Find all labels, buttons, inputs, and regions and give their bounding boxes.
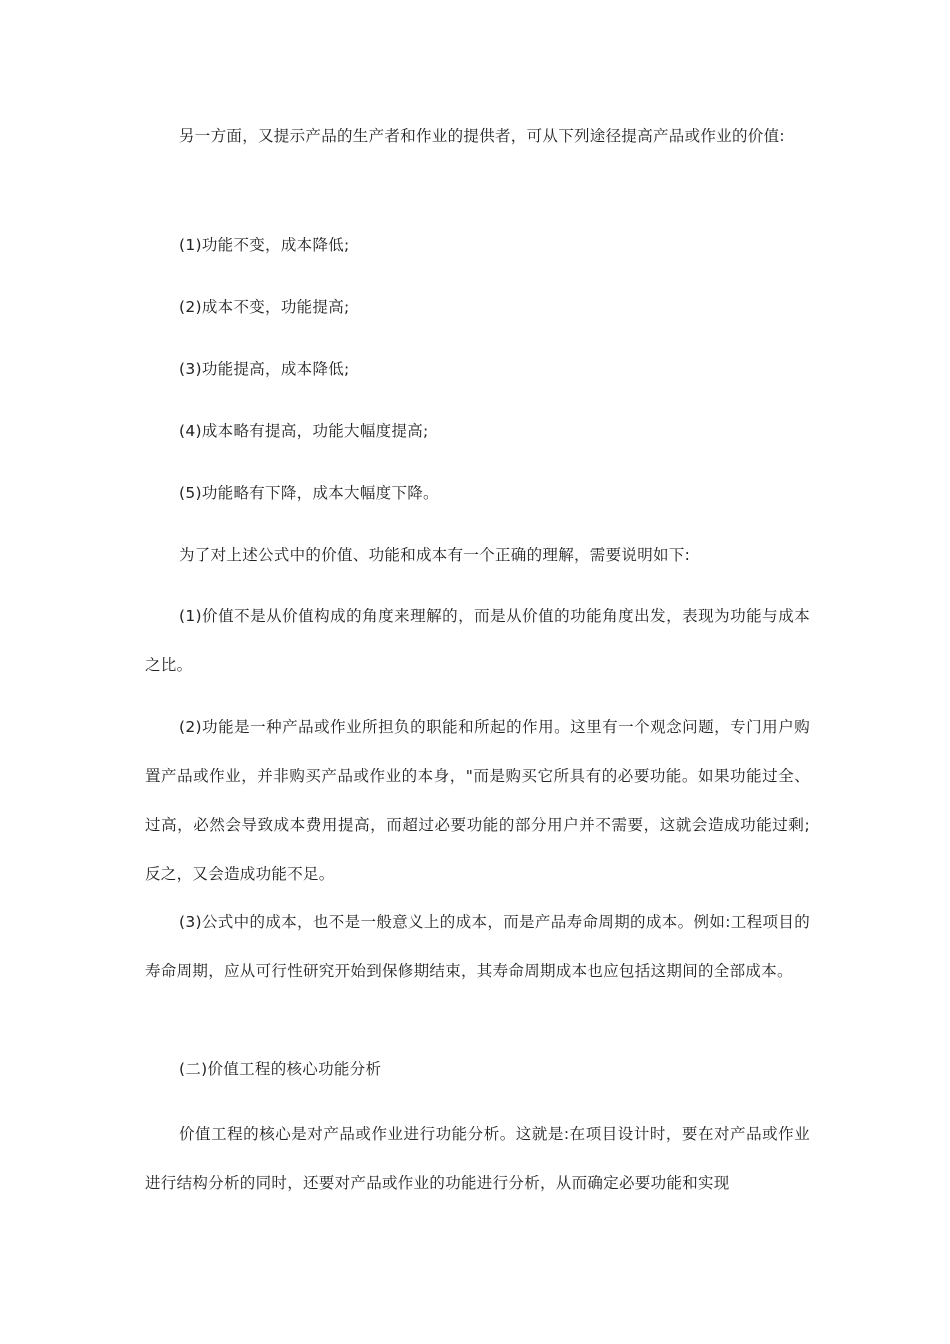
section-heading: (二)价值工程的核心功能分析: [179, 1060, 382, 1078]
way-item-2: (2)成本不变，功能提高;: [179, 298, 350, 316]
way-item-3: (3)功能提高，成本降低;: [179, 360, 350, 378]
explanation-paragraph-2: (2)功能是一种产品或作业所担负的职能和所起的作用。这里有一个观念问题，专门用户购置产品或作业，并非购买产品或作业的本身，"而是购买它所具有的必要功能。如果功能过全、过高，必然会导致成本费用提高，而超过必要功能的部分用户并不需要，这就会造成功能过剩;反之，又会造成功能不足。: [145, 718, 810, 883]
way-item-1: (1)功能不变，成本降低;: [179, 236, 350, 254]
explanation-paragraph-3: (3)公式中的成本，也不是一般意义上的成本，而是产品寿命周期的成本。例如:工程项目的寿命周期，应从可行性研究开始到保修期结束，其寿命周期成本也应包括这期间的全部成本。: [145, 913, 810, 980]
explanation-paragraph-1: (1)价值不是从价值构成的角度来理解的，而是从价值的功能角度出发，表现为功能与成本之比。: [145, 607, 810, 674]
way-item-5: (5)功能略有下降，成本大幅度下降。: [179, 484, 439, 502]
explain-intro-paragraph: 为了对上述公式中的价值、功能和成本有一个正确的理解，需要说明如下:: [179, 546, 691, 564]
intro-paragraph: 另一方面，又提示产品的生产者和作业的提供者，可从下列途径提高产品或作业的价值:: [179, 127, 785, 145]
section-body-paragraph: 价值工程的核心是对产品或作业进行功能分析。这就是:在项目设计时，要在对产品或作业进行结构分析的同时，还要对产品或作业的功能进行分析，从而确定必要功能和实现: [145, 1125, 810, 1192]
way-item-4: (4)成本略有提高，功能大幅度提高;: [179, 422, 429, 440]
